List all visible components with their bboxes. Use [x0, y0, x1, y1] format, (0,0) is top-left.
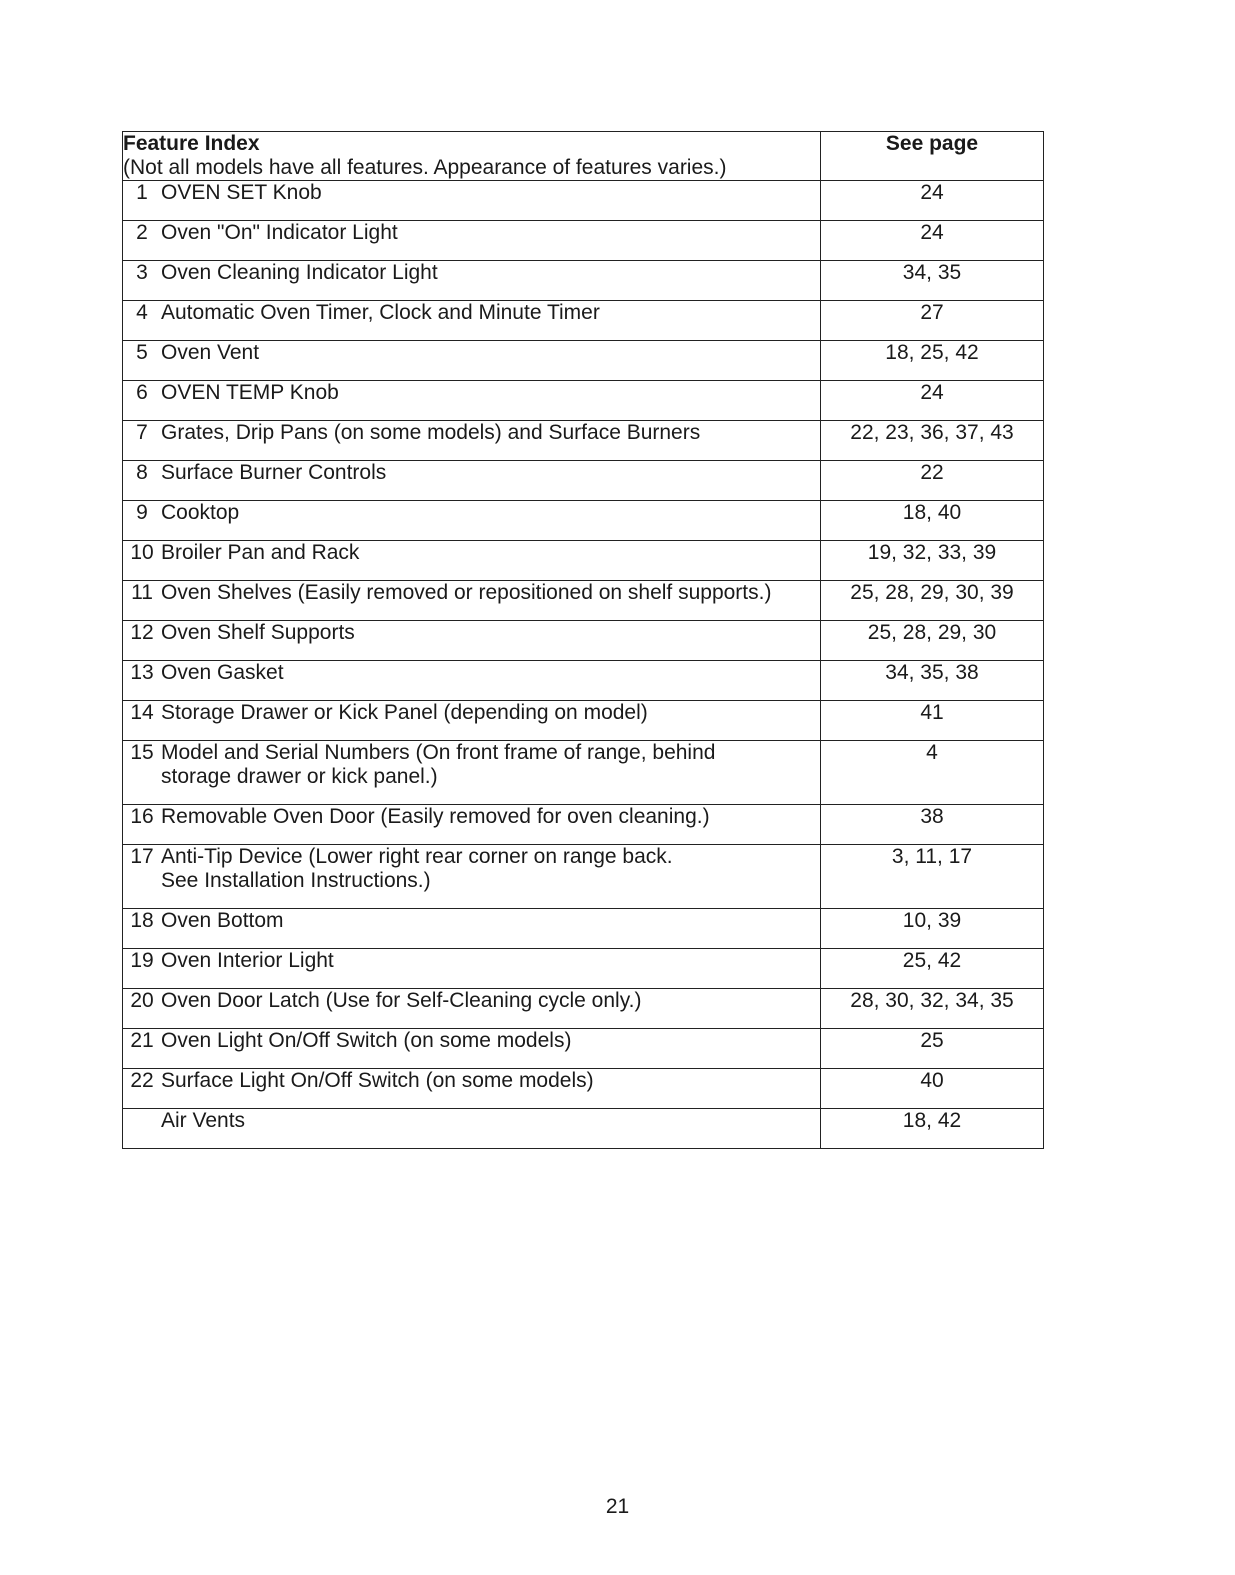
feature-cell — [123, 909, 821, 949]
feature-cell-content — [123, 301, 820, 325]
feature-index-header — [123, 132, 821, 181]
feature-label-group — [161, 1029, 820, 1053]
feature-label-group — [161, 909, 820, 933]
see-page-cell: 34, 35, 38 — [821, 661, 1044, 701]
table-row — [123, 989, 1044, 1029]
feature-cell-content — [123, 1109, 820, 1133]
see-page-cell: 4 — [821, 741, 1044, 805]
see-page-cell: 18, 42 — [821, 1109, 1044, 1149]
feature-label: Anti-Tip Device (Lower right rear corner on range back. — [161, 845, 673, 868]
feature-cell-content — [123, 261, 820, 285]
feature-label: Oven Interior Light — [161, 949, 334, 972]
feature-cell — [123, 461, 821, 501]
feature-cell — [123, 381, 821, 421]
feature-label-group — [161, 741, 820, 789]
see-page-cell: 28, 30, 32, 34, 35 — [821, 989, 1044, 1029]
feature-number: 16 — [130, 805, 154, 828]
table-row — [123, 1029, 1044, 1069]
feature-cell-content — [123, 501, 820, 525]
feature-cell — [123, 805, 821, 845]
table-row — [123, 701, 1044, 741]
feature-label-group — [161, 621, 820, 645]
feature-label-group — [161, 845, 820, 893]
feature-label-group — [161, 1109, 820, 1133]
table-row — [123, 741, 1044, 805]
feature-cell — [123, 1069, 821, 1109]
see-page-cell: 27 — [821, 301, 1044, 341]
feature-label-group — [161, 949, 820, 973]
table-row — [123, 621, 1044, 661]
feature-cell-content — [123, 181, 820, 205]
feature-label-group — [161, 341, 820, 365]
feature-number: 17 — [130, 845, 154, 868]
table-header-row — [123, 132, 1044, 181]
feature-cell-content — [123, 581, 820, 605]
feature-number: 6 — [136, 381, 148, 404]
table-row — [123, 541, 1044, 581]
feature-cell — [123, 621, 821, 661]
feature-number: 7 — [136, 421, 148, 444]
table-row — [123, 341, 1044, 381]
table-row — [123, 1069, 1044, 1109]
table-row — [123, 261, 1044, 301]
feature-label-group — [161, 1069, 820, 1093]
feature-rows — [123, 181, 1044, 1149]
feature-label: Oven Light On/Off Switch (on some models) — [161, 1029, 572, 1052]
table-row — [123, 909, 1044, 949]
feature-cell-content — [123, 1069, 820, 1093]
see-page-cell: 25, 42 — [821, 949, 1044, 989]
feature-index-title: Feature Index — [123, 132, 260, 155]
feature-label: Surface Burner Controls — [161, 461, 387, 484]
feature-label-group — [161, 221, 820, 245]
feature-cell-content — [123, 909, 820, 933]
feature-cell — [123, 261, 821, 301]
feature-number: 18 — [130, 909, 154, 932]
see-page-cell: 22, 23, 36, 37, 43 — [821, 421, 1044, 461]
see-page-cell: 41 — [821, 701, 1044, 741]
feature-number — [123, 1109, 161, 1133]
feature-label: Oven Cleaning Indicator Light — [161, 261, 438, 284]
feature-label: Grates, Drip Pans (on some models) and Surface Burners — [161, 421, 701, 444]
feature-number: 12 — [130, 621, 154, 644]
feature-label: Oven Door Latch (Use for Self-Cleaning cycle only.) — [161, 989, 642, 1012]
see-page-cell: 19, 32, 33, 39 — [821, 541, 1044, 581]
feature-cell — [123, 421, 821, 461]
feature-cell — [123, 1029, 821, 1069]
feature-label: Model and Serial Numbers (On front frame of range, behind — [161, 741, 716, 764]
page-number: 21 — [605, 1495, 630, 1518]
feature-label: Oven Gasket — [161, 661, 284, 684]
feature-number: 13 — [130, 661, 154, 684]
feature-cell-content — [123, 341, 820, 365]
feature-number: 19 — [130, 949, 154, 972]
feature-cell — [123, 181, 821, 221]
feature-cell — [123, 989, 821, 1029]
feature-label-group — [161, 989, 820, 1013]
feature-label: Air Vents — [161, 1109, 246, 1132]
feature-label-group — [161, 541, 820, 565]
feature-number: 9 — [136, 501, 148, 524]
feature-number: 10 — [130, 541, 154, 564]
see-page-cell: 22 — [821, 461, 1044, 501]
feature-label: Cooktop — [161, 501, 240, 524]
feature-label-group — [161, 461, 820, 485]
feature-number: 3 — [136, 261, 148, 284]
feature-cell-content — [123, 421, 820, 445]
feature-cell-content — [123, 541, 820, 565]
feature-label-group — [161, 301, 820, 325]
feature-cell-content — [123, 621, 820, 645]
feature-label-group — [161, 421, 820, 445]
feature-number: 8 — [136, 461, 148, 484]
see-page-cell: 38 — [821, 805, 1044, 845]
feature-label: Oven Shelf Supports — [161, 621, 355, 644]
feature-number: 11 — [131, 581, 153, 604]
feature-label: Surface Light On/Off Switch (on some models) — [161, 1069, 594, 1092]
feature-cell-content — [123, 661, 820, 685]
feature-number: 1 — [136, 181, 148, 204]
table-row — [123, 805, 1044, 845]
feature-cell — [123, 741, 821, 805]
table-row — [123, 845, 1044, 909]
feature-cell — [123, 221, 821, 261]
feature-cell-content — [123, 381, 820, 405]
table-row — [123, 221, 1044, 261]
table-row — [123, 381, 1044, 421]
see-page-cell: 24 — [821, 221, 1044, 261]
table-row — [123, 461, 1044, 501]
feature-cell — [123, 501, 821, 541]
feature-label-group — [161, 805, 820, 829]
table-row — [123, 181, 1044, 221]
feature-cell — [123, 341, 821, 381]
feature-number: 15 — [130, 741, 154, 764]
see-page-cell: 34, 35 — [821, 261, 1044, 301]
feature-label: Broiler Pan and Rack — [161, 541, 360, 564]
table-row — [123, 949, 1044, 989]
feature-number: 21 — [130, 1029, 154, 1052]
table-row — [123, 661, 1044, 701]
feature-index-table — [122, 131, 1044, 1149]
feature-cell-content — [123, 701, 820, 725]
table-row — [123, 301, 1044, 341]
see-page-cell: 10, 39 — [821, 909, 1044, 949]
table-row — [123, 581, 1044, 621]
table-row — [123, 501, 1044, 541]
see-page-cell: 18, 40 — [821, 501, 1044, 541]
feature-cell — [123, 301, 821, 341]
feature-label: Automatic Oven Timer, Clock and Minute Timer — [161, 301, 600, 324]
feature-cell — [123, 845, 821, 909]
feature-cell — [123, 581, 821, 621]
see-page-cell: 18, 25, 42 — [821, 341, 1044, 381]
feature-label-group — [161, 581, 820, 605]
see-page-cell: 25, 28, 29, 30, 39 — [821, 581, 1044, 621]
feature-cell-content — [123, 221, 820, 245]
feature-number: 2 — [136, 221, 148, 244]
feature-label: Storage Drawer or Kick Panel (depending on model) — [161, 701, 648, 724]
feature-cell-content — [123, 845, 820, 893]
feature-label: Removable Oven Door (Easily removed for oven cleaning.) — [161, 805, 710, 828]
feature-label: OVEN TEMP Knob — [161, 381, 339, 404]
feature-cell-content — [123, 741, 820, 789]
feature-cell — [123, 661, 821, 701]
feature-label-group — [161, 701, 820, 725]
see-page-cell: 3, 11, 17 — [821, 845, 1044, 909]
feature-cell — [123, 1109, 821, 1149]
feature-cell — [123, 949, 821, 989]
feature-number: 22 — [130, 1069, 154, 1092]
feature-cell-content — [123, 989, 820, 1013]
see-page-cell: 25, 28, 29, 30 — [821, 621, 1044, 661]
see-page-header: See page — [821, 132, 1044, 181]
feature-number: 20 — [130, 989, 154, 1012]
see-page-cell: 40 — [821, 1069, 1044, 1109]
feature-number: 5 — [136, 341, 148, 364]
see-page-cell: 24 — [821, 381, 1044, 421]
feature-label-group — [161, 181, 820, 205]
feature-label: Oven "On" Indicator Light — [161, 221, 398, 244]
feature-label-continued: storage drawer or kick panel.) — [161, 765, 438, 788]
feature-cell — [123, 701, 821, 741]
feature-label-group — [161, 661, 820, 685]
feature-index-note: (Not all models have all features. Appearance of features varies.) — [123, 156, 727, 179]
feature-number: 14 — [130, 701, 154, 724]
table-row — [123, 1109, 1044, 1149]
feature-number: 4 — [136, 301, 148, 324]
feature-label: Oven Vent — [161, 341, 260, 364]
feature-label: OVEN SET Knob — [161, 181, 322, 204]
feature-label: Oven Bottom — [161, 909, 284, 932]
see-page-cell: 25 — [821, 1029, 1044, 1069]
feature-label-continued: See Installation Instructions.) — [161, 869, 431, 892]
feature-cell — [123, 541, 821, 581]
see-page-cell: 24 — [821, 181, 1044, 221]
table-row — [123, 421, 1044, 461]
feature-label: Oven Shelves (Easily removed or repositioned on shelf supports.) — [161, 581, 772, 604]
feature-cell-content — [123, 461, 820, 485]
feature-label-group — [161, 261, 820, 285]
feature-cell-content — [123, 1029, 820, 1053]
feature-cell-content — [123, 949, 820, 973]
feature-label-group — [161, 501, 820, 525]
feature-cell-content — [123, 805, 820, 829]
feature-label-group — [161, 381, 820, 405]
